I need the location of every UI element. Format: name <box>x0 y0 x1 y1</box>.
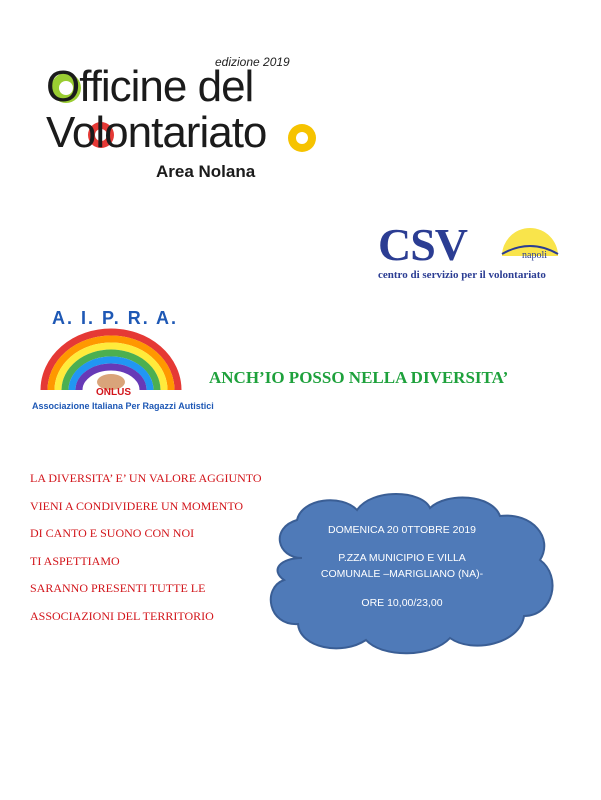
rainbow-icon <box>36 326 186 392</box>
event-date: DOMENICA 20 0TTOBRE 2019 <box>327 524 477 536</box>
csv-subtitle: centro di servizio per il volontariato <box>378 269 546 281</box>
invitation-line: SARANNO PRESENTI TUTTE LE <box>30 581 206 595</box>
officine-title-line1: Officine del <box>46 62 254 111</box>
event-details-cloud <box>262 488 562 658</box>
invitation-line: LA DIVERSITA’ E’ UN VALORE AGGIUNTO <box>30 471 262 485</box>
aipra-onlus-label: ONLUS <box>96 387 131 398</box>
invitation-line: TI ASPETTIAMO <box>30 553 120 568</box>
invitation-line: DI CANTO E SUONO CON NOI <box>30 526 195 540</box>
event-hours: ORE 10,00/23,00 <box>361 597 443 609</box>
invitation-line: ASSOCIAZIONI DEL TERRITORIO <box>30 608 214 623</box>
invitation-line: VIENI A CONDIVIDERE UN MOMENTO <box>30 498 244 513</box>
aipra-subtitle: Associazione Italiana Per Ragazzi Autistici <box>32 401 214 411</box>
event-headline: ANCH’IO POSSO NELLA DIVERSITA’ <box>209 368 509 387</box>
officine-title-line2: Volontariato <box>46 108 267 157</box>
event-place-line2: COMUNALE –MARIGLIANO (NA)- <box>320 568 484 580</box>
event-place-line1: P.ZZA MUNICIPIO E VILLA <box>338 552 466 564</box>
gear-icon <box>284 120 320 156</box>
csv-logo-text: CSV <box>378 219 468 270</box>
edition-label: edizione 2019 <box>215 55 290 69</box>
invitation-text <box>30 471 262 636</box>
aipra-title: A. I. P. R. A. <box>52 308 179 328</box>
csv-city-label: napoli <box>522 250 547 261</box>
area-label: Area Nolana <box>156 162 256 181</box>
